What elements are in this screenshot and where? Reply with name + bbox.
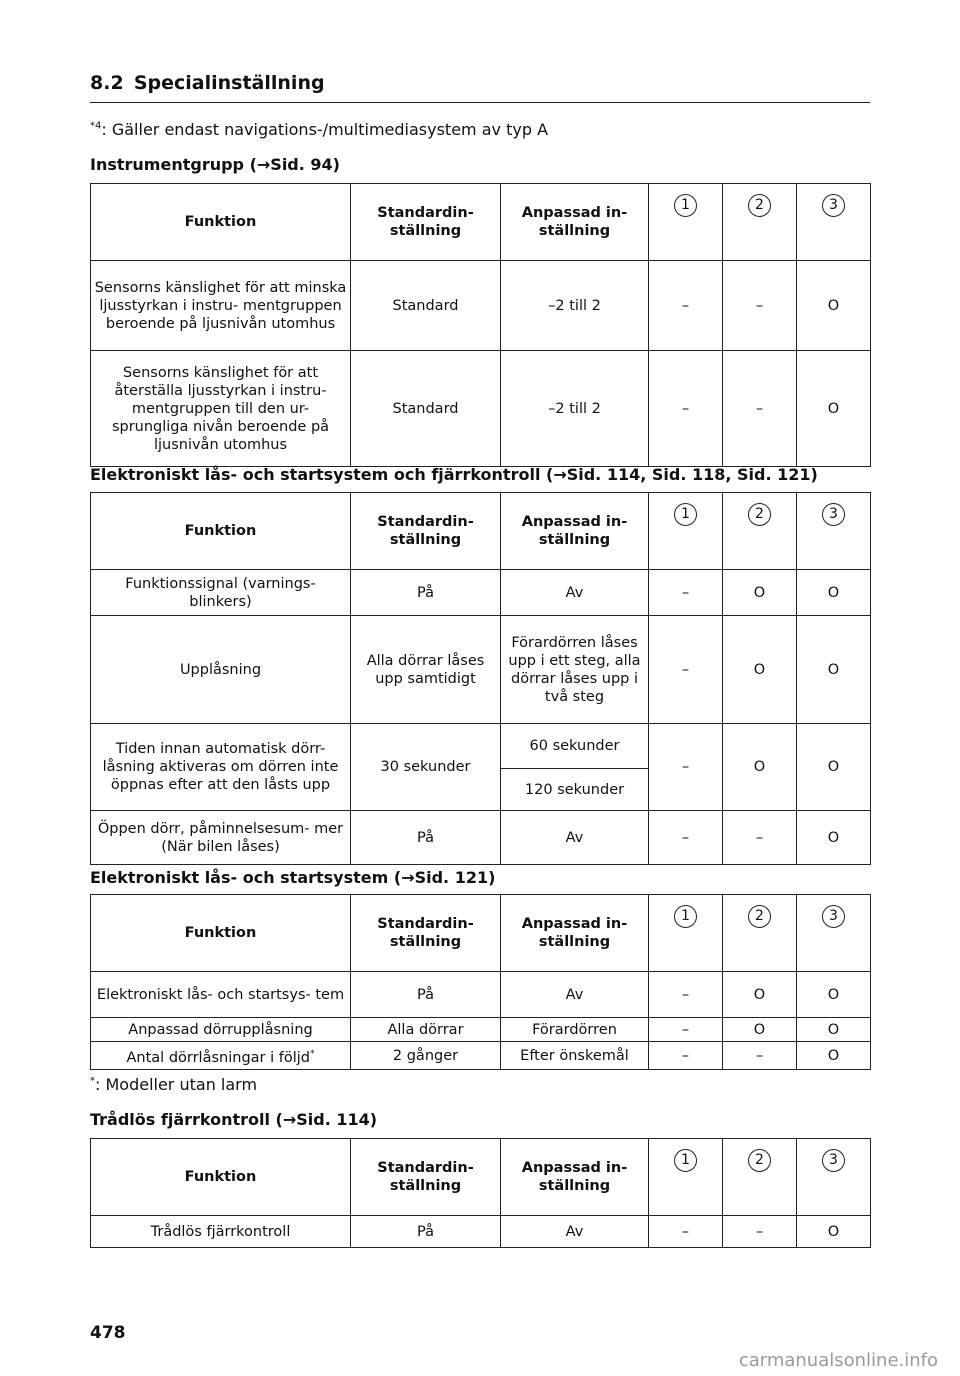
table-row <box>91 1018 871 1042</box>
table-elektroniskt-las-startsystem <box>90 894 871 1070</box>
header-funktion: Funktion <box>91 1139 351 1216</box>
circled-number-2: 2 <box>748 503 771 526</box>
cell-col-2: – <box>723 811 797 865</box>
cell-anpassad: Av <box>501 811 649 865</box>
table-row <box>91 261 871 351</box>
header-standard: Standardin- ställning <box>351 493 501 570</box>
cell-funktion: Öppen dörr, påminnelsesum- mer (När bilen låses) <box>91 811 351 865</box>
cell-col-2: – <box>723 1042 797 1070</box>
note-mark: *4 <box>90 120 102 132</box>
header-standard: Standardin- ställning <box>351 184 501 261</box>
cell-anpassad: Förardörren <box>501 1018 649 1042</box>
table-row <box>91 1042 871 1070</box>
circled-number-1: 1 <box>674 1149 697 1172</box>
header-col-2 <box>723 895 797 972</box>
header-col-1 <box>649 895 723 972</box>
cell-col-3: O <box>797 616 871 724</box>
cell-col-1: – <box>649 616 723 724</box>
section-title: Specialinställning <box>133 72 325 94</box>
table-header-row <box>91 895 871 972</box>
section-number: 8.2 <box>90 72 124 94</box>
note-text: : Gäller endast navigations-/multimediasystem av typ A <box>101 120 549 139</box>
cell-anpassad-2: 120 sekunder <box>501 769 649 811</box>
circled-number-1: 1 <box>674 503 697 526</box>
table-row <box>91 570 871 616</box>
page-number: 478 <box>90 1323 126 1343</box>
cell-funktion: Sensorns känslighet för att minska ljusstyrkan i instru- mentgruppen beroende på ljusnivån utomhus <box>91 261 351 351</box>
header-funktion: Funktion <box>91 184 351 261</box>
cell-col-3: O <box>797 1216 871 1248</box>
circled-number-3: 3 <box>822 194 845 217</box>
header-anpassad: Anpassad in- ställning <box>501 493 649 570</box>
cell-funktion: Upplåsning <box>91 616 351 724</box>
cell-standard: 30 sekunder <box>351 724 501 811</box>
watermark-text: carmanualsonline.info <box>738 1350 938 1371</box>
table-row <box>91 811 871 865</box>
cell-funktion: Elektroniskt lås- och startsys- tem <box>91 972 351 1018</box>
cell-col-2: – <box>723 1216 797 1248</box>
cell-anpassad: Efter önskemål <box>501 1042 649 1070</box>
cell-col-1: – <box>649 351 723 467</box>
cell-col-1: – <box>649 570 723 616</box>
cell-funktion: Sensorns känslighet för att återställa ljusstyrkan i instru- mentgruppen till den ur- sprungliga nivån beroende på ljusnivån utomhus <box>91 351 351 467</box>
header-standard: Standardin- ställning <box>351 1139 501 1216</box>
circled-number-2: 2 <box>748 194 771 217</box>
cell-col-1: – <box>649 261 723 351</box>
table-row <box>91 616 871 724</box>
circled-number-3: 3 <box>822 503 845 526</box>
cell-col-1: – <box>649 1042 723 1070</box>
cell-funktion: Anpassad dörrupplåsning <box>91 1018 351 1042</box>
header-col-3 <box>797 493 871 570</box>
cell-col-3: O <box>797 724 871 811</box>
cell-standard: Standard <box>351 351 501 467</box>
cell-anpassad: Av <box>501 570 649 616</box>
cell-col-2: O <box>723 616 797 724</box>
section-header <box>90 72 870 103</box>
cell-standard: Alla dörrar låses upp samtidigt <box>351 616 501 724</box>
cell-col-1: – <box>649 724 723 811</box>
header-col-2 <box>723 1139 797 1216</box>
table-tradlos-fjarrkontroll <box>90 1138 871 1248</box>
cell-standard: På <box>351 1216 501 1248</box>
header-col-3 <box>797 1139 871 1216</box>
cell-col-2: – <box>723 351 797 467</box>
circled-number-3: 3 <box>822 1149 845 1172</box>
note-navigation <box>90 120 548 139</box>
cell-col-2: O <box>723 570 797 616</box>
table-elektroniskt-las-fjarrkontroll <box>90 492 871 865</box>
table-row <box>91 1216 871 1248</box>
cell-col-3: O <box>797 261 871 351</box>
cell-col-3: O <box>797 811 871 865</box>
cell-col-1: – <box>649 811 723 865</box>
table2-title: Elektroniskt lås- och startsystem och fjärrkontroll (→Sid. 114, Sid. 118, Sid. 121) <box>90 465 818 484</box>
cell-anpassad: Förardörren låses upp i ett steg, alla dörrar låses upp i två steg <box>501 616 649 724</box>
cell-anpassad: –2 till 2 <box>501 261 649 351</box>
cell-funktion: Tiden innan automatisk dörr- låsning aktiveras om dörren inte öppnas efter att den låsts upp <box>91 724 351 811</box>
cell-col-2: O <box>723 972 797 1018</box>
header-funktion: Funktion <box>91 493 351 570</box>
circled-number-2: 2 <box>748 905 771 928</box>
header-col-2 <box>723 493 797 570</box>
cell-funktion: Trådlös fjärrkontroll <box>91 1216 351 1248</box>
header-col-3 <box>797 895 871 972</box>
table-instrumentgrupp <box>90 183 871 467</box>
cell-anpassad: 60 sekunder <box>501 724 649 769</box>
cell-standard: På <box>351 570 501 616</box>
cell-col-1: – <box>649 972 723 1018</box>
cell-col-3: O <box>797 972 871 1018</box>
cell-anpassad: –2 till 2 <box>501 351 649 467</box>
circled-number-1: 1 <box>674 194 697 217</box>
circled-number-2: 2 <box>748 1149 771 1172</box>
header-col-2 <box>723 184 797 261</box>
header-anpassad: Anpassad in- ställning <box>501 895 649 972</box>
cell-standard: På <box>351 972 501 1018</box>
table3-title: Elektroniskt lås- och startsystem (→Sid. 121) <box>90 868 496 887</box>
cell-standard: Standard <box>351 261 501 351</box>
header-col-1 <box>649 1139 723 1216</box>
cell-standard: På <box>351 811 501 865</box>
header-col-1 <box>649 493 723 570</box>
cell-funktion: Antal dörrlåsningar i följd* <box>91 1042 351 1070</box>
table-row <box>91 972 871 1018</box>
cell-anpassad: Av <box>501 1216 649 1248</box>
note-alarm <box>90 1075 257 1094</box>
table4-title: Trådlös fjärrkontroll (→Sid. 114) <box>90 1110 378 1129</box>
header-anpassad: Anpassad in- ställning <box>501 184 649 261</box>
cell-col-1: – <box>649 1216 723 1248</box>
header-funktion: Funktion <box>91 895 351 972</box>
table-header-row <box>91 493 871 570</box>
header-anpassad: Anpassad in- ställning <box>501 1139 649 1216</box>
table-header-row <box>91 1139 871 1216</box>
note-mark: * <box>90 1075 95 1087</box>
cell-col-3: O <box>797 1018 871 1042</box>
table-row <box>91 351 871 467</box>
table1-title: Instrumentgrupp (→Sid. 94) <box>90 155 340 174</box>
cell-anpassad: Av <box>501 972 649 1018</box>
cell-col-2: – <box>723 261 797 351</box>
cell-col-3: O <box>797 570 871 616</box>
cell-col-3: O <box>797 351 871 467</box>
circled-number-3: 3 <box>822 905 845 928</box>
cell-standard: Alla dörrar <box>351 1018 501 1042</box>
cell-funktion: Funktionssignal (varnings- blinkers) <box>91 570 351 616</box>
footnote-mark: * <box>309 1048 315 1059</box>
header-standard: Standardin- ställning <box>351 895 501 972</box>
circled-number-1: 1 <box>674 905 697 928</box>
note-text: : Modeller utan larm <box>95 1075 258 1094</box>
cell-col-3: O <box>797 1042 871 1070</box>
table-header-row <box>91 184 871 261</box>
table-row <box>91 724 871 769</box>
header-col-3 <box>797 184 871 261</box>
header-col-1 <box>649 184 723 261</box>
cell-standard: 2 gånger <box>351 1042 501 1070</box>
cell-col-2: O <box>723 1018 797 1042</box>
cell-col-1: – <box>649 1018 723 1042</box>
cell-col-2: O <box>723 724 797 811</box>
